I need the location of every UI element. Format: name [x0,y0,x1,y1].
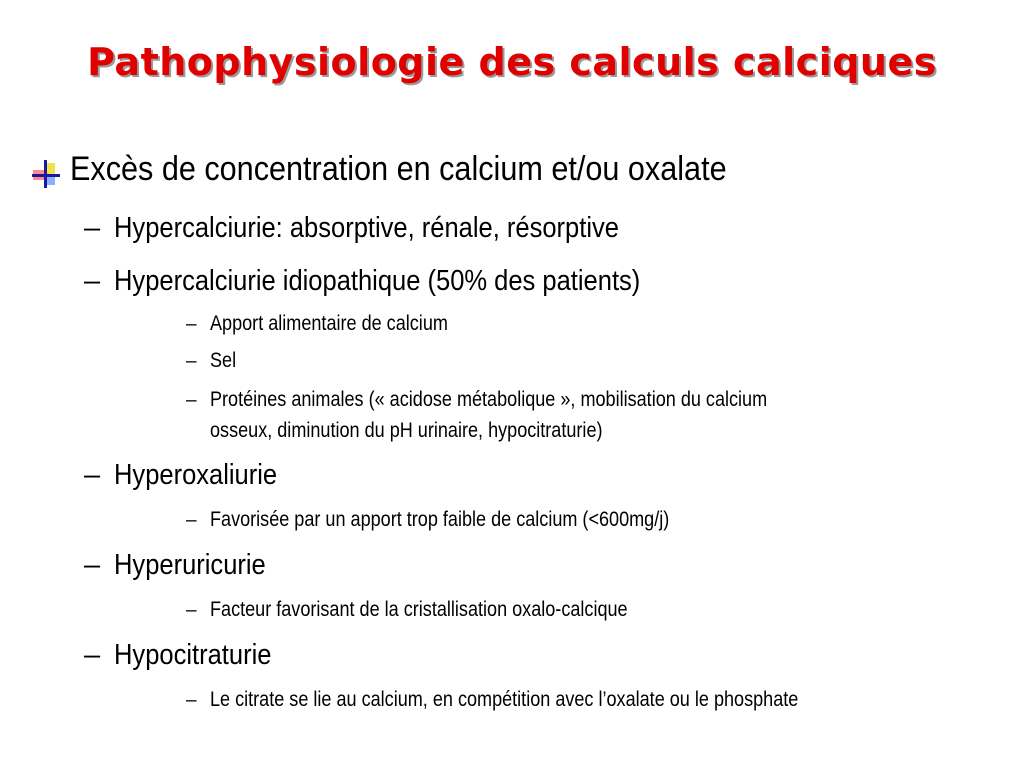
item-proteines-line1: Protéines animales (« acidose métabolique », mobilisation du calcium [210,388,768,411]
dash: – [186,510,197,531]
dash: – [84,459,101,491]
dash: – [84,639,101,671]
item-hypocitraturie: Hypocitraturie [114,639,272,671]
item-sel: Sel [210,349,237,372]
slide-title: Pathophysiologie des calculs calciques [87,40,937,84]
dash: – [84,549,101,581]
item-hyperuricurie: Hyperuricurie [114,549,266,581]
dash: – [186,314,197,335]
item-proteines-line2: osseux, diminution du pH urinaire, hypocitraturie) [210,419,603,442]
dash: – [186,690,197,711]
item-apport-alimentaire: Apport alimentaire de calcium [210,312,448,335]
dash: – [84,265,101,297]
item-hypercalciurie-idiopathique: Hypercalciurie idiopathique (50% des patients) [114,265,641,297]
dash: – [186,390,197,411]
dash: – [186,351,197,372]
colored-square-cross-bullet-icon [30,158,62,190]
bullet-text: Excès de concentration en calcium et/ou oxalate [70,150,727,188]
item-hyperoxaliurie: Hyperoxaliurie [114,459,278,491]
item-hypercalciurie: Hypercalciurie: absorptive, rénale, résorptive [114,212,619,244]
item-facteur: Facteur favorisant de la cristallisation oxalo-calcique [210,598,628,621]
item-favorisee: Favorisée par un apport trop faible de calcium (<600mg/j) [210,508,670,531]
dash: – [186,600,197,621]
dash: – [84,212,101,244]
item-citrate: Le citrate se lie au calcium, en compétition avec l’oxalate ou le phosphate [210,688,799,711]
